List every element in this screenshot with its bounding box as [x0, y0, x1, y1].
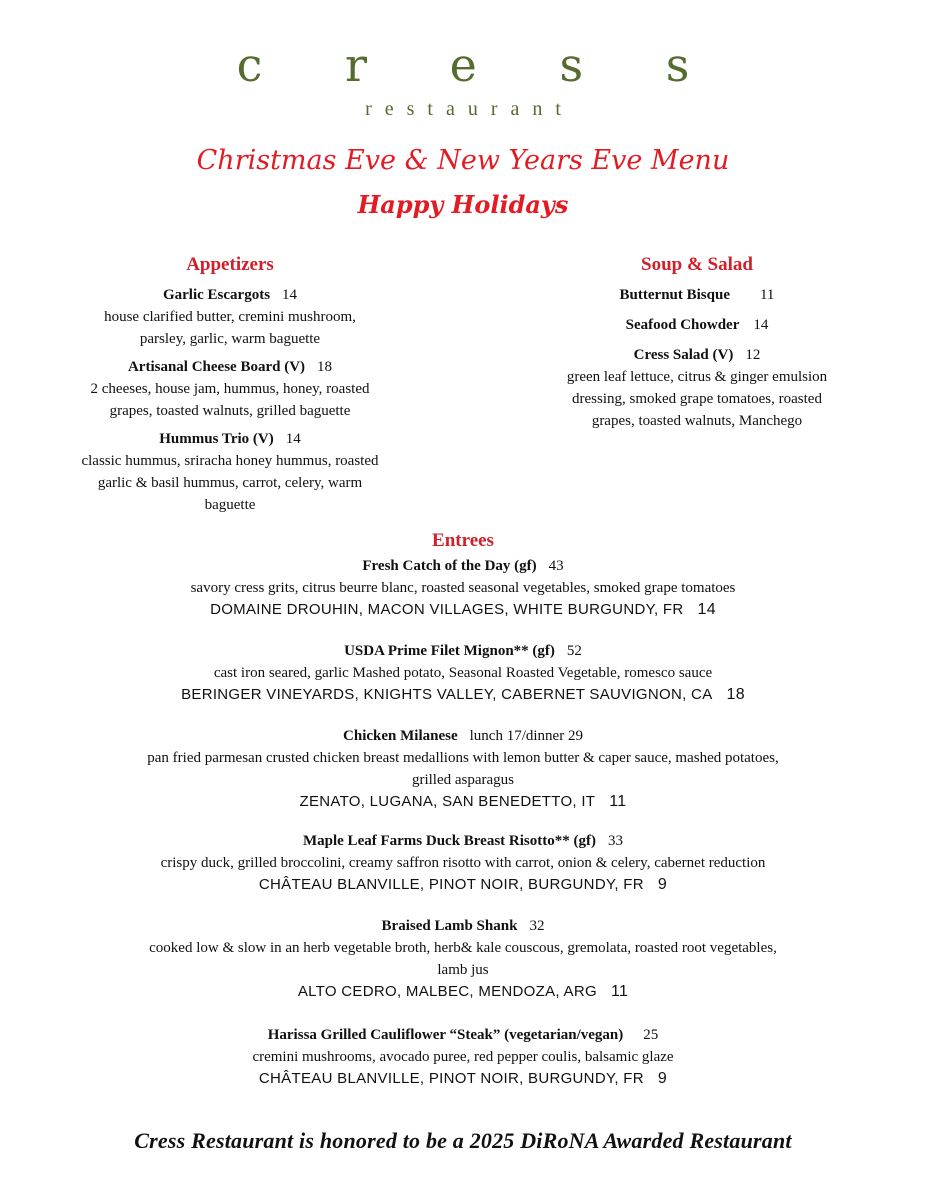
- item-price: 18: [317, 359, 333, 375]
- wine-price: 18: [726, 686, 745, 703]
- menu-item: [512, 344, 882, 432]
- item-desc: garlic & basil hummus, carrot, celery, warm: [97, 475, 363, 491]
- item-desc: crispy duck, grilled broccolini, creamy saffron risotto with carrot, onion & celery, cabernet reduction: [160, 855, 766, 871]
- entree-item: [60, 1024, 866, 1090]
- item-desc: green leaf lettuce, citrus & ginger emulsion: [566, 369, 828, 385]
- wine-name: CHÂTEAU BLANVILLE, PINOT NOIR, BURGUNDY, FR: [258, 1070, 644, 1087]
- item-desc: parsley, garlic, warm baguette: [139, 331, 321, 347]
- holiday-greeting: Happy Holidays: [357, 190, 569, 219]
- wine-pairing: [60, 684, 866, 706]
- item-name: Seafood Chowder: [625, 317, 740, 333]
- item-desc: dressing, smoked grape tomatoes, roasted: [572, 391, 822, 407]
- appetizers-section: [40, 254, 420, 516]
- item-desc: baguette: [204, 497, 256, 513]
- wine-pairing: [60, 874, 866, 896]
- item-desc: cremini mushrooms, avocado puree, red pepper coulis, balsamic glaze: [252, 1049, 674, 1065]
- wine-pairing: [60, 791, 866, 813]
- item-desc: savory cress grits, citrus beurre blanc, roasted seasonal vegetables, smoked grape tomatoes: [190, 580, 736, 596]
- entree-item: [60, 555, 866, 621]
- item-name: Fresh Catch of the Day (gf): [362, 558, 537, 574]
- item-name: Butternut Bisque: [619, 287, 730, 303]
- item-desc: cast iron seared, garlic Mashed potato, Seasonal Roasted Vegetable, romesco sauce: [213, 665, 713, 681]
- wine-name: BERINGER VINEYARDS, KNIGHTS VALLEY, CABERNET SAUVIGNON, CA: [181, 686, 713, 703]
- menu-item: [40, 356, 420, 422]
- item-price: 11: [759, 287, 775, 303]
- wine-pairing: [60, 981, 866, 1003]
- logo-subtitle: restaurant: [365, 98, 574, 120]
- item-name: Braised Lamb Shank: [381, 918, 518, 934]
- item-desc: cooked low & slow in an herb vegetable broth, herb& kale couscous, gremolata, roasted root vegetables,: [149, 940, 777, 956]
- soup-salad-section: [512, 254, 882, 432]
- item-price: 43: [548, 558, 564, 574]
- item-price: 33: [608, 833, 623, 849]
- item-name: Hummus Trio (V): [159, 431, 274, 447]
- wine-price: 9: [657, 876, 668, 893]
- entree-item: [60, 725, 866, 813]
- item-price: 32: [529, 918, 545, 934]
- wine-pairing: [60, 599, 866, 621]
- item-price: 14: [753, 317, 769, 333]
- wine-name: ZENATO, LUGANA, SAN BENEDETTO, IT: [299, 793, 596, 810]
- item-name: USDA Prime Filet Mignon** (gf): [344, 643, 555, 659]
- award-footer: Cress Restaurant is honored to be a 2025 DiRoNA Awarded Restaurant: [134, 1128, 792, 1153]
- item-price: 14: [282, 287, 298, 303]
- item-desc: grapes, toasted walnuts, grilled baguette: [109, 403, 351, 419]
- menu-item: [40, 428, 420, 516]
- item-name: Garlic Escargots: [162, 287, 271, 303]
- item-name: Artisanal Cheese Board (V): [127, 359, 306, 375]
- item-price: 14: [285, 431, 301, 447]
- item-desc: grapes, toasted walnuts, Manchego: [591, 413, 803, 429]
- entree-item: [60, 830, 866, 896]
- item-name: Harissa Grilled Cauliflower “Steak” (vegetarian/vegan): [267, 1027, 624, 1043]
- item-name: Maple Leaf Farms Duck Breast Risotto** (gf): [302, 833, 596, 849]
- wine-price: 14: [697, 601, 716, 618]
- menu-title: Christmas Eve & New Years Eve Menu: [196, 145, 730, 176]
- soup-salad-heading: Soup & Salad: [641, 254, 753, 275]
- menu-item: [512, 284, 882, 306]
- wine-price: 9: [657, 1070, 668, 1087]
- item-price: lunch 17/dinner 29: [469, 728, 583, 744]
- logo-wordmark: c r e s s: [236, 38, 724, 92]
- wine-name: DOMAINE DROUHIN, MACON VILLAGES, WHITE BURGUNDY, FR: [210, 601, 684, 618]
- item-desc: grilled asparagus: [411, 772, 515, 788]
- entrees-heading: Entrees: [432, 530, 494, 551]
- wine-name: ALTO CEDRO, MALBEC, MENDOZA, ARG: [297, 983, 597, 1000]
- appetizers-heading: Appetizers: [186, 254, 274, 275]
- item-desc: house clarified butter, cremini mushroom,: [104, 309, 356, 325]
- wine-pairing: [60, 1068, 866, 1090]
- item-desc: 2 cheeses, house jam, hummus, honey, roasted: [90, 381, 370, 397]
- wine-price: 11: [610, 983, 629, 1000]
- item-name: Chicken Milanese: [343, 728, 458, 744]
- wine-price: 11: [609, 793, 627, 810]
- item-price: 12: [745, 347, 761, 363]
- item-desc: classic hummus, sriracha honey hummus, roasted: [81, 453, 379, 469]
- menu-item: [512, 314, 882, 336]
- item-price: 25: [643, 1027, 659, 1043]
- item-desc: lamb jus: [437, 962, 489, 978]
- entree-item: [60, 640, 866, 706]
- item-name: Cress Salad (V): [633, 347, 734, 363]
- wine-name: CHÂTEAU BLANVILLE, PINOT NOIR, BURGUNDY, FR: [258, 876, 644, 893]
- entree-item: [60, 915, 866, 1003]
- item-price: 52: [566, 643, 582, 659]
- menu-item: [40, 284, 420, 350]
- item-desc: pan fried parmesan crusted chicken breast medallions with lemon butter & caper sauce, mashed potatoes,: [147, 750, 779, 766]
